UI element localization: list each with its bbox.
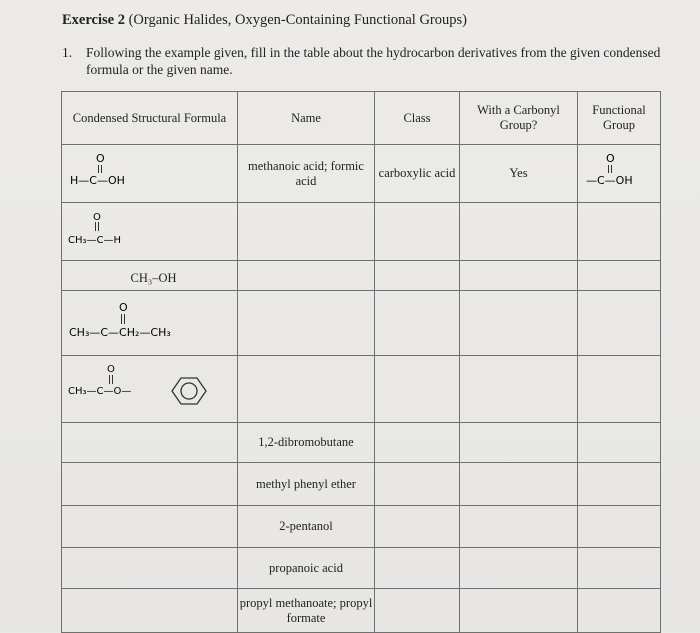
name-cell: 2-pentanol	[238, 506, 375, 548]
functional-group-cell	[578, 145, 661, 203]
functional-group-cell[interactable]	[578, 463, 661, 506]
functional-group-cell[interactable]	[578, 356, 661, 423]
carbonyl-cell[interactable]	[460, 291, 578, 356]
header-class: Class	[375, 92, 460, 145]
header-functional-group: Functional Group	[578, 92, 661, 145]
instruction-text: Following the example given, fill in the table about the hydrocarbon derivatives from the given condensed formula or the given name.	[86, 45, 661, 77]
formula-cell	[62, 203, 238, 261]
class-cell[interactable]	[375, 291, 460, 356]
table-header-row	[62, 92, 661, 145]
table-row	[62, 356, 661, 423]
carbonyl-cell[interactable]	[460, 463, 578, 506]
carbonyl-oxygen: O	[107, 364, 115, 375]
functional-group-cell[interactable]	[578, 506, 661, 548]
formula-cell	[62, 145, 238, 203]
carboxyl-group-structure	[578, 145, 660, 198]
class-cell[interactable]	[375, 548, 460, 589]
table-row	[62, 463, 661, 506]
table-row	[62, 506, 661, 548]
name-cell: methanoic acid; formic acid	[238, 145, 375, 203]
instruction	[62, 44, 662, 78]
functional-group-cell[interactable]	[578, 423, 661, 463]
functional-group-cell[interactable]	[578, 548, 661, 589]
functional-group-cell[interactable]	[578, 203, 661, 261]
formula-cell	[62, 356, 238, 423]
butanone-structure	[62, 291, 237, 351]
formula-cell[interactable]	[62, 589, 238, 633]
formula-text: CH₃—C—H	[68, 235, 122, 246]
exercise-title-rest: (Organic Halides, Oxygen-Containing Functional Groups)	[124, 12, 467, 28]
name-cell[interactable]	[238, 291, 375, 356]
name-cell: propyl methanoate; propyl formate	[238, 589, 375, 633]
functional-group-cell[interactable]	[578, 261, 661, 291]
acetaldehyde-structure	[62, 203, 237, 256]
carbonyl-oxygen: O	[93, 212, 101, 223]
formula-cell[interactable]	[62, 548, 238, 589]
class-cell[interactable]	[375, 423, 460, 463]
class-cell[interactable]	[375, 261, 460, 291]
formula-text: CH₃—C—CH₂—CH₃	[69, 326, 171, 339]
functional-group-cell[interactable]	[578, 589, 661, 633]
table-row	[62, 548, 661, 589]
name-cell: methyl phenyl ether	[238, 463, 375, 506]
carbonyl-oxygen: O	[119, 301, 128, 314]
formula-text: —C—OH	[586, 174, 633, 187]
formula-text: H—C—OH	[70, 174, 125, 187]
table-row	[62, 589, 661, 633]
class-cell[interactable]	[375, 506, 460, 548]
carbonyl-cell[interactable]	[460, 203, 578, 261]
class-cell[interactable]	[375, 463, 460, 506]
table-row	[62, 203, 661, 261]
name-cell[interactable]	[238, 356, 375, 423]
carbonyl-cell[interactable]	[460, 423, 578, 463]
class-cell[interactable]	[375, 356, 460, 423]
carbonyl-oxygen: O	[96, 152, 105, 165]
class-cell[interactable]	[375, 203, 460, 261]
class-cell: carboxylic acid	[375, 145, 460, 203]
functional-group-cell[interactable]	[578, 291, 661, 356]
carbonyl-oxygen: O	[606, 152, 615, 165]
phenyl-acetate-structure	[62, 356, 237, 418]
instruction-number: 1.	[62, 45, 73, 60]
table-row	[62, 423, 661, 463]
header-carbonyl: With a Carbonyl Group?	[460, 92, 578, 145]
carbonyl-cell[interactable]	[460, 548, 578, 589]
carbonyl-cell: Yes	[460, 145, 578, 203]
carbonyl-cell[interactable]	[460, 589, 578, 633]
carbonyl-cell[interactable]	[460, 506, 578, 548]
table-row	[62, 291, 661, 356]
name-cell: 1,2-dibromobutane	[238, 423, 375, 463]
formula-cell	[62, 261, 238, 291]
name-cell[interactable]	[238, 203, 375, 261]
formula-text: CH₃—C—O—	[68, 386, 132, 397]
benzene-ring-icon	[172, 378, 206, 404]
formula-cell	[62, 291, 238, 356]
formula-text: CH₃–OH	[130, 270, 177, 285]
formula-cell[interactable]	[62, 463, 238, 506]
class-cell[interactable]	[375, 589, 460, 633]
carbonyl-cell[interactable]	[460, 356, 578, 423]
formula-cell[interactable]	[62, 423, 238, 463]
formic-acid-structure	[62, 145, 237, 198]
exercise-title-bold: Exercise 2	[62, 12, 125, 28]
header-formula: Condensed Structural Formula	[62, 92, 238, 145]
carbonyl-cell[interactable]	[460, 261, 578, 291]
formula-cell[interactable]	[62, 506, 238, 548]
header-name: Name	[238, 92, 375, 145]
derivatives-table	[61, 91, 661, 633]
table-row	[62, 261, 661, 291]
exercise-title	[62, 12, 467, 29]
name-cell[interactable]	[238, 261, 375, 291]
name-cell: propanoic acid	[238, 548, 375, 589]
table-row	[62, 145, 661, 203]
